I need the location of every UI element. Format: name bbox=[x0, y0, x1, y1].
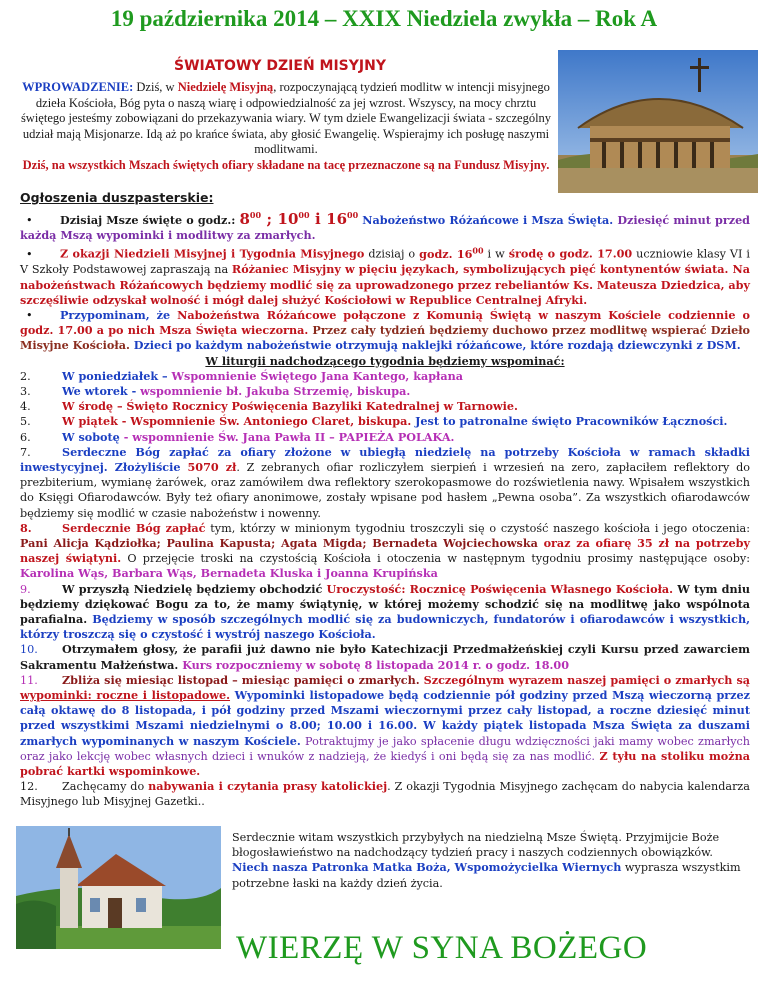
memorial-note: Dziesięć minut przed każdą Mszą wypominki i modlitwy za zmarłych. bbox=[20, 213, 751, 243]
announcement-2: • Z okazji Niedzieli Misyjnej i Tygodnia Misyjnego dzisiaj o godz. $16^{00}$ i w środę o godz. 17.00 uczniowie klasy VI i V Szkoły Podstawowej zapraszają na Różaniec Misyjny w pięciu językach, symbolizujących pięć kontynentów świata. Na nabożeństwach Różańcowych będziemy modlić się za uprowadzonego przez rebeliantów Ks. Mateusza Dziedzica, aby szczęśliwie odzyskał wolność i mógł dalej służyć Kościołowi w Republice Centralnej Afryki. bbox=[20, 243, 750, 308]
intro-sunday: Niedzielę Misyjną bbox=[177, 80, 274, 94]
liturgy-item-3: 3. We wtorek - wspomnienie bł. Jakuba Strzemię, biskupa. bbox=[20, 383, 411, 398]
liturgy-item-5: 5. W piątek - Wspomnienie Św. Antoniego Claret, biskupa. Jest to patronalne święto Pracowników Łączności. bbox=[20, 414, 728, 429]
intro-lead: WPROWADZENIE: bbox=[22, 80, 134, 94]
liturgy-item-4: 4. W środę – Święto Rocznicy Poświęcenia Bazyliki Katedralnej w Tarnowie. bbox=[20, 399, 518, 414]
intro-text-1: Dziś, w bbox=[133, 80, 178, 94]
announcement-1 bbox=[20, 208, 750, 243]
announcement-3: • Przypominam, że Nabożeństwa Różańcowe połączone z Komunią Świętą w naszym Kościele codziennie o godz. 17.00 a po nich Msza Święta wieczorna. Przez cały tydzień będziemy duchowo przez modlitwę wspierać Dzieło Misyjne Kościoła. Dzieci po każdym nabożeństwie otrzymują naklejki różańcowe, które rozdają dziewczynki z DSM. bbox=[20, 308, 750, 354]
intro-text-2: , rozpoczynającą tydzień modlitw w intencji misyjnego dzieła Kościoła, Bóg pyta o naszą wiarę i odpowiedzialność za jej wzrost. Wszyscy, na mocy chrztu świętego jesteśmy zobowiązani do przekazywania wiary. W tym dziele Ewangelizacji świata - szczególny udział mają Misjonarze. Idą aż po krańce świata, aby głosić Ewangelię. Wspierajmy ich posługę naszymi modlitwami. bbox=[20, 80, 552, 156]
church-photo bbox=[16, 826, 221, 949]
announcement-9: 9. W przyszłą Niedzielę będziemy obchodzić Uroczystość: Rocznicę Poświęcenia Własnego Kościoła. W tym dniu będziemy dziękować Bogu za to, że mamy świątynię, w której możemy schodzić się na modlitwę jako wspólnota parafialna. Będziemy w sposób szczególnych modlić się za budowniczych, fundatorów i ofiarodawców i wszystkich, którzy troszczą się o czystość i wystrój naszego Kościoła. bbox=[20, 581, 750, 642]
announcement-10: 10. Otrzymałem głosy, że parafii już dawno nie było Katechizacji Przedmałżeńskiej czyli Kursu przed zawarciem Sakramentu Małżeństwa. Kurs rozpoczniemy w sobotę 8 listopada 2014 r. o godz. 18.00 bbox=[20, 642, 750, 672]
mass-times: $8^{00}$ ; $10^{00}$ i $16^{00}$ bbox=[239, 210, 359, 228]
motto: WIERZĘ W SYNA BOŻEGO bbox=[236, 930, 648, 966]
introduction bbox=[20, 80, 552, 173]
intro-red-note: Dziś, na wszystkich Mszach świętych ofiary składane na tacę przeznaczone są na Fundusz Misyjny. bbox=[22, 157, 550, 172]
announcement-8: 8. Serdecznie Bóg zapłać tym, którzy w minionym tygodniu troszczyli się o czystość naszego kościoła i jego otoczenia: Pani Alicja Kądziołka; Paulina Kapusta; Agata Migda; Bernadeta Wojciechowska oraz za ofiarę 35 zł na potrzeby naszej świątyni. O przejęcie troski na czystością Kościoła i otoczenia w następnym tygodniu prosimy następujące osoby: Karolina Wąs, Barbara Wąs, Bernadeta Kluska i Joanna Krupińska bbox=[20, 520, 750, 581]
page-title: 19 października 2014 – XXIX Niedziela zwykła – Rok A bbox=[110, 6, 658, 31]
announcement-11: 11. Zbliża się miesiąc listopad – miesiąc pamięci o zmarłych. Szczególnym wyrazem naszej pamięci o zmarłych są wypominki: roczne i listopadowe. Wypominki listopadowe będą codziennie pół godziny przed Mszą wieczorną przez całą oktawę do 8 listopada, i pół godziny przed Mszami wieczornymi przez cały listopad, a roczne dziesięć minut przed wszystkimi Mszami niedzielnymi o 8.00; 10.00 i 16.00. W każdy piątek listopada Msza Święta za duszami zmarłych wypominanych w naszym Kościele. Potraktujmy je jako spłacenie długu wdzięczności jaki mamy wobec zmarłych oraz jako lekcję wobec własnych dzieci i wnuków z nadzieją, że kiedyś i oni będą się za nas modlić. Z tyłu na stoliku można pobrać kartki wspominkowe. bbox=[20, 672, 750, 779]
announcements-body bbox=[20, 208, 750, 810]
mass-times-label: Dzisiaj Msze święte o godz.: bbox=[60, 213, 240, 227]
closing-patron: Niech nasza Patronka Matka Boża, Wspomożycielka Wiernych bbox=[232, 860, 622, 875]
liturgy-heading: W liturgii nadchodzącego tygodnia będziemy wspominać: bbox=[205, 353, 565, 368]
announcement-7: 7. Serdeczne Bóg zapłać za ofiary złożone w ubiegłą niedzielę na potrzeby Kościoła w ramach składki inwestycyjnej. Złożyliście 5070 zł. Z zebranych ofiar rozliczyłem sierpień i wrzesień na zero, zapłaciłem reflektory do prezbiterium, wymianę żarówek, oraz zamówiłem dwa reflektory szerokopasmowe do rozświetlenia nawy. Wpisałem wszystkich do Księgi Ofiarodawców. Były też ofiary anonimowe, zostały wpisane pod hasłem „Pewna osoba”. Za wszystkich ofiarodawców będziemy się modlić w czasie nabożeństw i nowenny. bbox=[20, 444, 750, 520]
rosary-note: Nabożeństwo Różańcowe i Msza Święta. bbox=[358, 213, 618, 227]
announcements-heading: Ogłoszenia duszpasterskie: bbox=[20, 190, 214, 205]
closing-note bbox=[232, 830, 752, 891]
closing-text-2: wyprasza wszystkim potrzebne łaski na każdy dzień życia. bbox=[232, 861, 741, 890]
liturgy-item-6: 6. W sobotę - wspomnienie Św. Jana Pawła II – PAPIEŻA POLAKA. bbox=[20, 429, 455, 444]
page-subtitle: ŚWIATOWY DZIEŃ MISYJNY bbox=[174, 58, 386, 74]
liturgy-item-2: 2. W poniedziałek – Wspomnienie Świętego Jana Kantego, kapłana bbox=[20, 368, 463, 383]
announcement-12: 12. Zachęcamy do nabywania i czytania prasy katolickiej. Z okazji Tygodnia Misyjnego zachęcam do nabycia kalendarza Misyjnego lub Misyjnej Gazetki.. bbox=[20, 779, 750, 809]
mission-hut-photo bbox=[558, 50, 758, 193]
closing-text: Serdecznie witam wszystkich przybyłych na niedzielną Msze Świętą. Przyjmijcie Boże błogosławieństwo na nadchodzący tydzień pracy i naszych codziennych obowiązków. bbox=[232, 831, 720, 860]
